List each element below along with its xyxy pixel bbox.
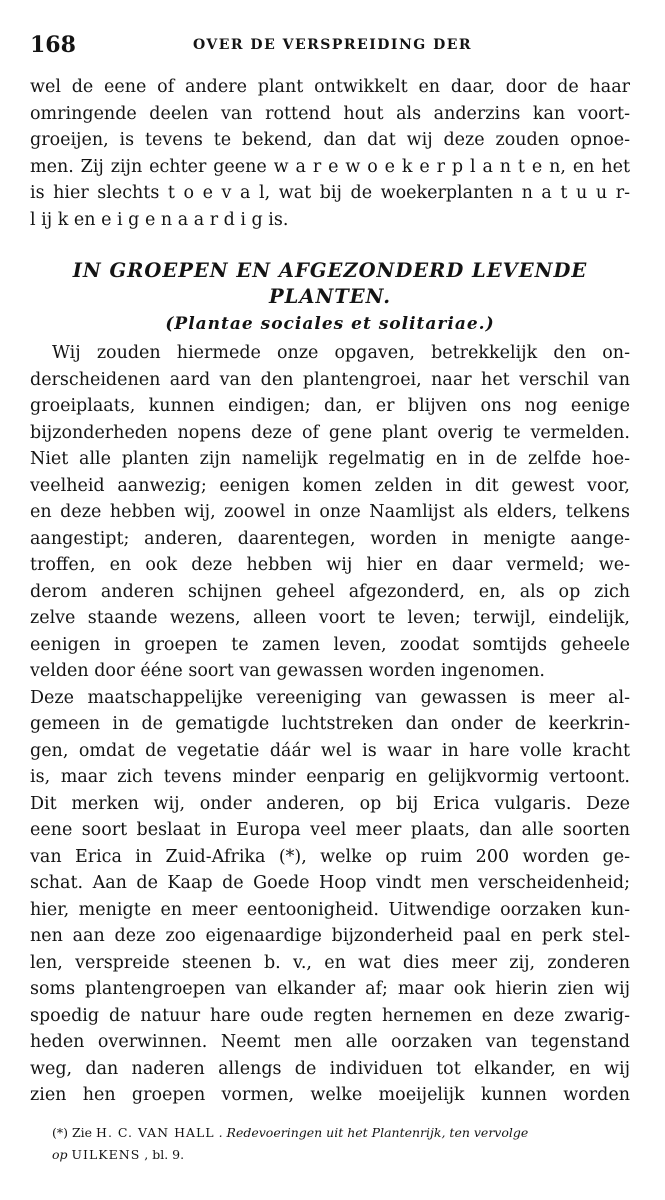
text-line: veelheid aanwezig; eenigen komen zelden in dit gewest voor, xyxy=(30,475,630,496)
footnote-op: op xyxy=(52,1147,68,1162)
text-line: Wij zouden hiermede onze opgaven, betrekkelijk den on- xyxy=(52,343,630,363)
text-line: schat. Aan de Kaap de Goede Hoop vindt men verscheidenheid; xyxy=(30,873,630,893)
footnote-author: H. C. VAN HALL xyxy=(96,1125,215,1140)
running-title: OVER DE VERSPREIDING DER xyxy=(192,37,473,53)
text-line: eene soort beslaat in Europa veel meer plaats, dan alle soorten xyxy=(30,820,630,840)
text-line: hier, menigte en meer eentoonigheid. Uitwendige oorzaken kun- xyxy=(30,899,630,920)
footnote xyxy=(52,1122,630,1166)
text-line: l ij k en e i g e n a a r d i g is. xyxy=(30,209,289,230)
text-line: en deze hebben wij, zoowel in onze Naamlijst als elders, telkens xyxy=(30,502,630,522)
heading-subtitle: (Plantae sociales et solitariae.) xyxy=(165,314,495,334)
text-line: spoedig de natuur hare oude regten hernemen en deze zwarig- xyxy=(30,1005,630,1026)
section-heading xyxy=(30,258,630,338)
text-line: groeiplaats, kunnen eindigen; dan, er blijven ons nog eenige xyxy=(30,396,630,416)
text-line: zien hen groepen vormen, welke moeijelijk kunnen worden xyxy=(30,1085,630,1105)
text-line: van Erica in Zuid-Afrika (*), welke op ruim 200 worden ge- xyxy=(30,846,630,867)
footnote-line-1 xyxy=(52,1122,630,1144)
paragraph-intro xyxy=(30,74,630,233)
page-number: 168 xyxy=(30,32,76,58)
text-line: groeijen, is tevens te bekend, dan dat wij deze zouden opnoe- xyxy=(30,130,630,150)
text-line: is, maar zich tevens minder eenparig en gelijkvormig vertoont. xyxy=(30,767,630,787)
footnote-page-ref: , bl. 9. xyxy=(144,1147,185,1162)
text-line: weg, dan naderen allengs de individuen tot elkander, en wij xyxy=(30,1058,630,1079)
text-line: gemeen in de gematigde luchtstreken dan onder de keerkrin- xyxy=(30,714,630,734)
text-line: zelve staande wezens, alleen voort te leven; terwijl, eindelijk, xyxy=(30,608,630,628)
text-line: derscheidenen aard van den plantengroei, naar het verschil van xyxy=(30,369,630,390)
text-line: len, verspreide steenen b. v., en wat dies meer zij, zonderen xyxy=(30,952,630,973)
footnote-author-2: UILKENS xyxy=(71,1147,141,1162)
text-line: troffen, en ook deze hebben wij hier en daar vermeld; we- xyxy=(30,555,630,575)
running-head xyxy=(30,32,635,58)
text-line: soms plantengroepen van elkander af; maar ook hierin zien wij xyxy=(30,979,630,999)
text-line: is hier slechts t o e v a l, wat bij de woekerplanten n a t u u r- xyxy=(30,183,630,203)
text-line: Niet alle planten zijn namelijk regelmatig en in de zelfde hoe- xyxy=(30,449,630,469)
text-line: Dit merken wij, onder anderen, op bij Erica vulgaris. Deze xyxy=(30,793,630,814)
heading-line-2: PLANTEN. xyxy=(268,285,392,308)
text-line: heden overwinnen. Neemt men alle oorzaken van tegenstand xyxy=(30,1032,630,1052)
text-line: aangestipt; anderen, daarentegen, worden in menigte aange- xyxy=(30,528,630,549)
text-line: derom anderen schijnen geheel afgezonderd, en, als op zich xyxy=(30,581,630,602)
footnote-line-2 xyxy=(52,1144,630,1166)
text-line: eenigen in groepen te zamen leven, zoodat somtijds geheele xyxy=(30,634,630,655)
text-line: velden door ééne soort van gewassen worden ingenomen. xyxy=(30,661,545,681)
text-line: bijzonderheden nopens deze of gene plant overig te vermelden. xyxy=(30,422,630,443)
footnote-ref: (*) Zie xyxy=(52,1125,93,1140)
text-line: men. Zij zijn echter geene w a r e w o e k e r p l a n t e n, en het xyxy=(30,156,630,177)
heading-line-1: IN GROEPEN EN AFGEZONDERD LEVENDE xyxy=(72,259,588,282)
paragraph-main xyxy=(30,340,630,1109)
text-line: wel de eene of andere plant ontwikkelt en daar, door de haar xyxy=(30,77,630,97)
footnote-work-title: . Redevoeringen uit het Plantenrijk, ten vervolge xyxy=(218,1125,529,1140)
text-line: omringende deelen van rottend hout als anderzins kan voort- xyxy=(30,103,630,124)
text-line: Deze maatschappelijke vereeniging van gewassen is meer al- xyxy=(30,687,630,708)
text-line: gen, omdat de vegetatie dáár wel is waar in hare volle kracht xyxy=(30,740,630,761)
text-line: nen aan deze zoo eigenaardige bijzonderheid paal en perk stel- xyxy=(30,926,630,946)
